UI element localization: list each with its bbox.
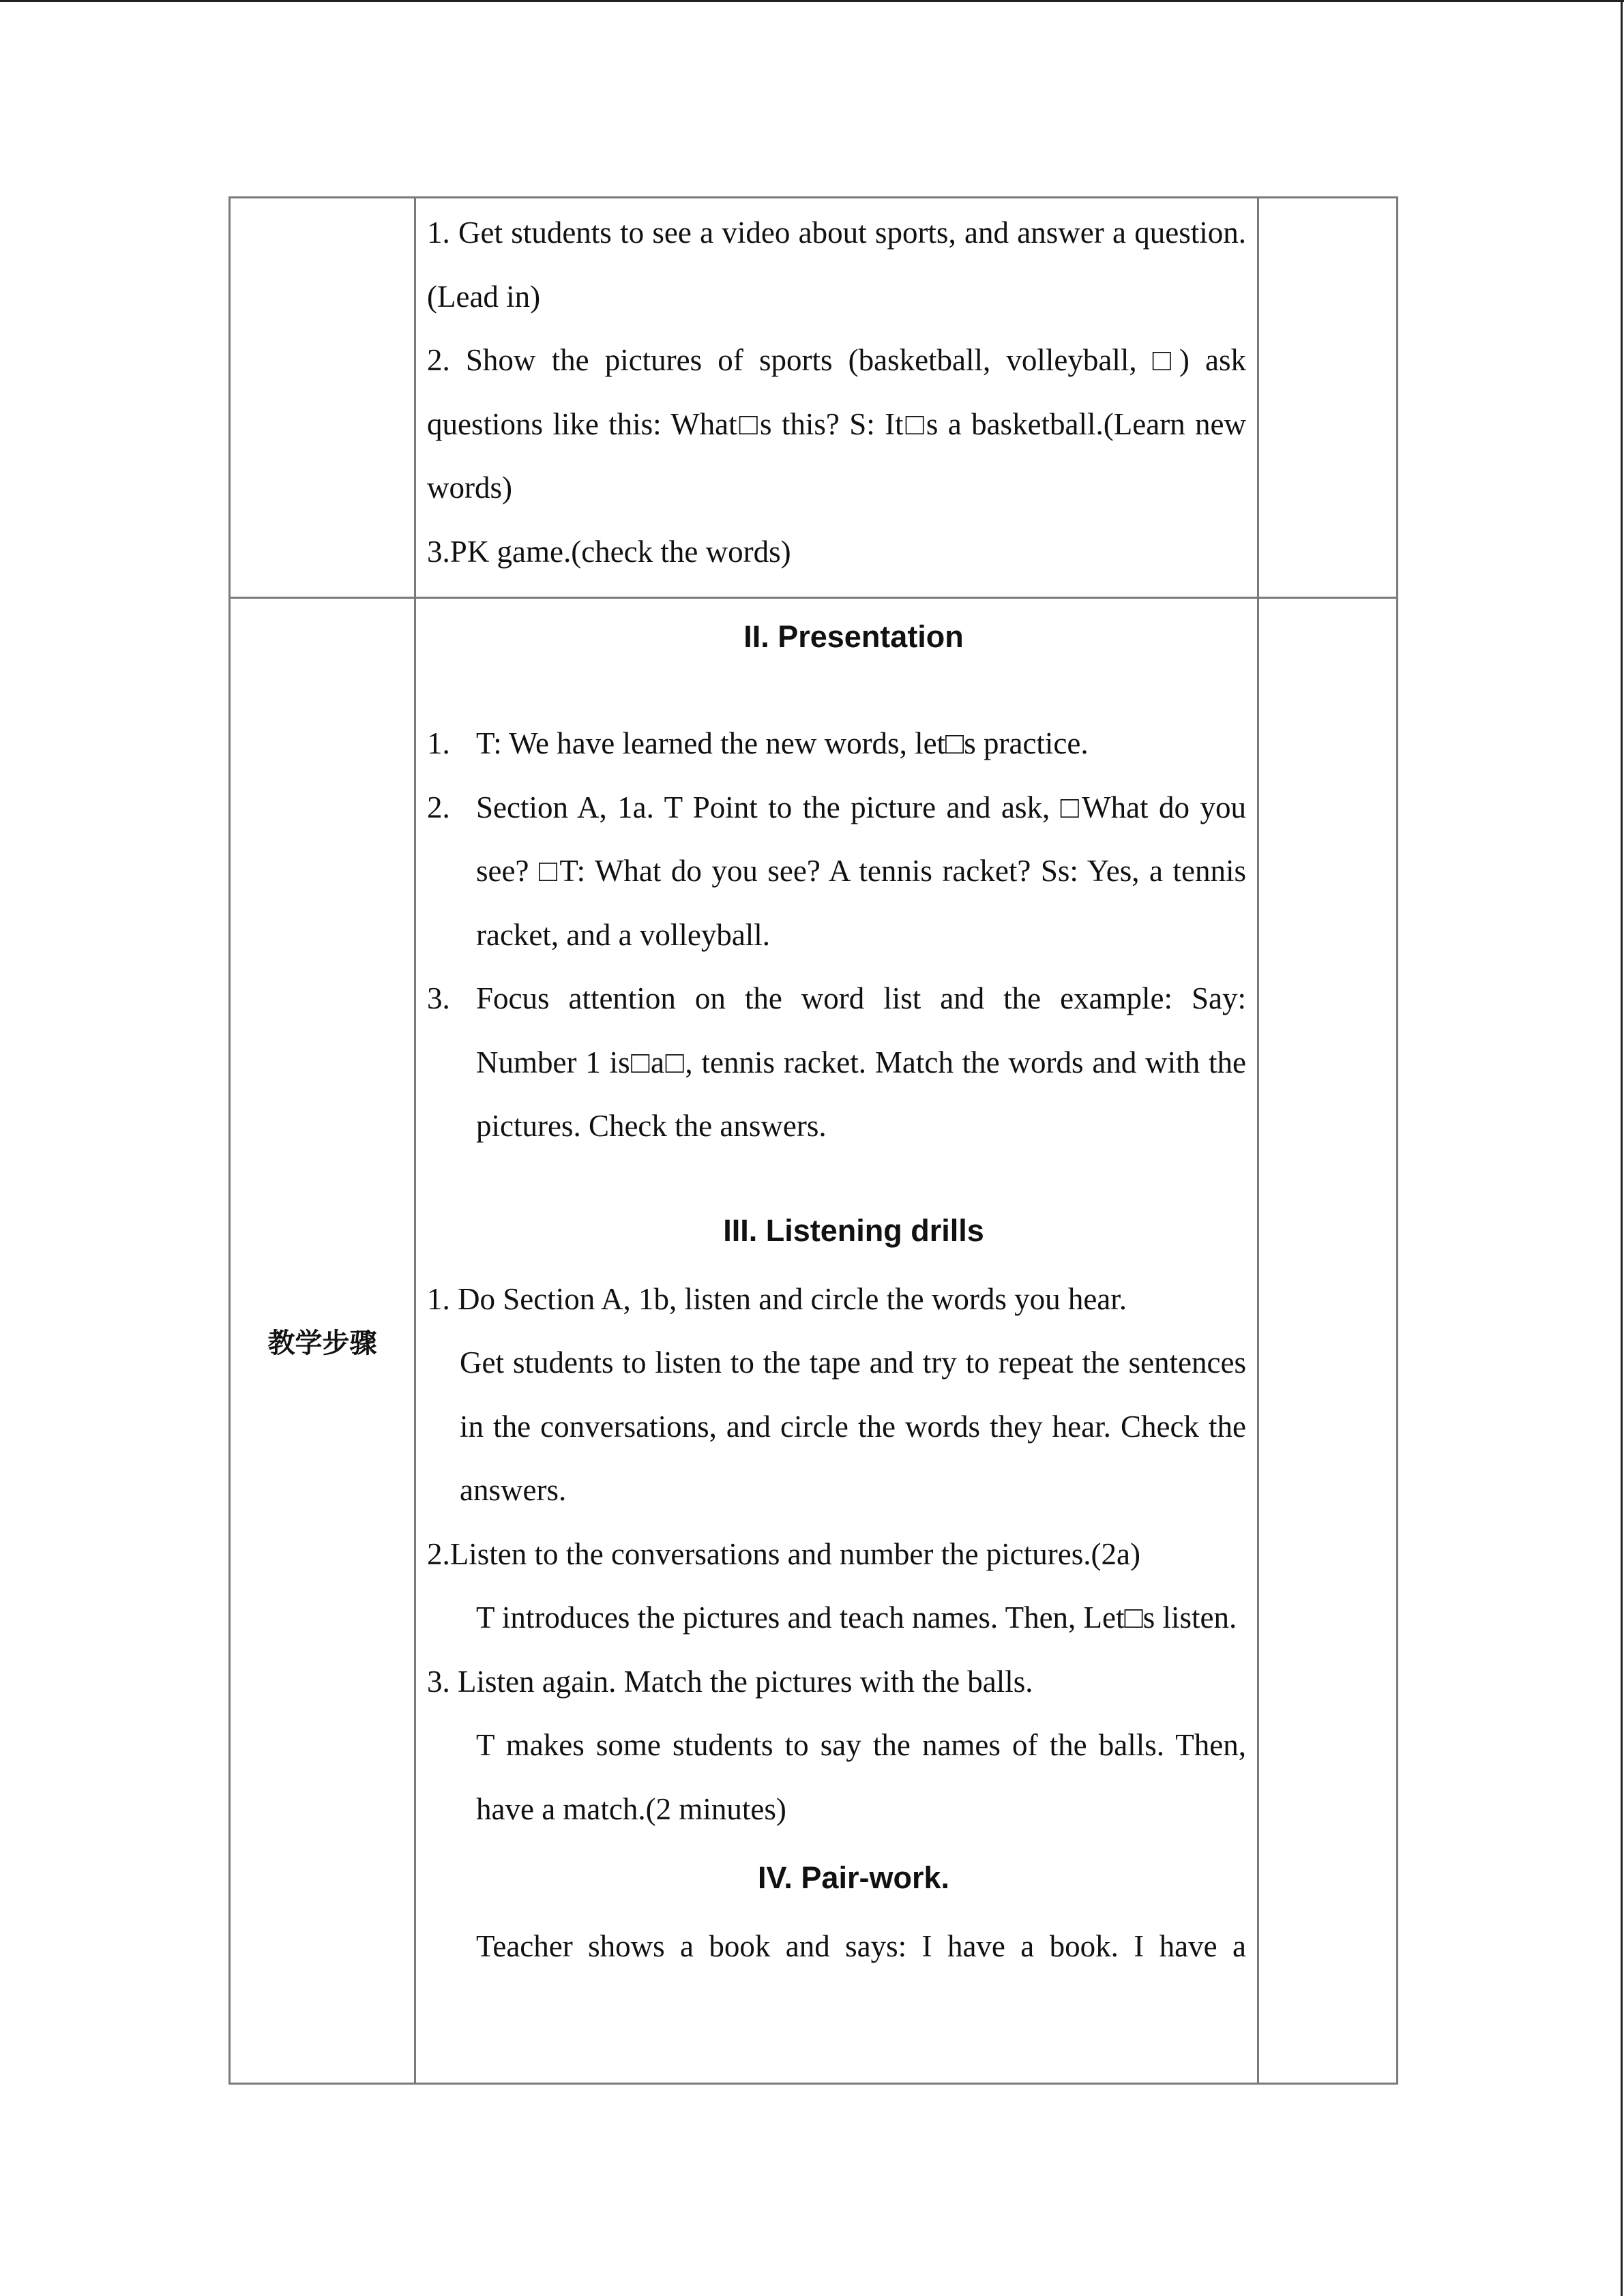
presentation-item-2: 2. Section A, 1a. T Point to the picture and ask, □What do you see? □T: What do you see? A tennis racket? Ss: Yes, a tennis racket, and a volleyball. — [427, 790, 1246, 952]
table-row-teaching-steps — [230, 598, 1398, 2084]
listening-step-1-detail: Get students to listen to the tape and try to repeat the sentences in the conversations, and circle the words they hear. Check the answers. — [460, 1345, 1246, 1507]
row1-notes-cell — [1258, 198, 1398, 598]
listening-step-3-detail: T makes some students to say the names of the balls. Then, have a match.(2 minutes) — [476, 1728, 1246, 1826]
row2-content-cell — [415, 598, 1258, 2084]
listening-heading: III. Listening drills — [723, 1212, 984, 1248]
teaching-steps-label: 教学步骤 — [230, 598, 415, 2084]
pairwork-heading: IV. Pair-work. — [758, 1860, 949, 1895]
listening-step-2: 2.Listen to the conversations and number the pictures.(2a) — [427, 1536, 1140, 1571]
listening-step-3: 3. Listen again. Match the pictures with the balls. — [427, 1664, 1033, 1699]
lesson-plan-table — [228, 196, 1398, 2085]
row1-content-cell — [415, 198, 1258, 598]
lead-in-item-1: 1. Get students to see a video about sports, and answer a question.(Lead in) — [427, 215, 1246, 314]
page-right-border — [1621, 0, 1623, 2296]
table-row-lead-in — [230, 198, 1398, 598]
presentation-item-1: 1. T: We have learned the new words, let□s practice. — [427, 726, 1089, 760]
lead-in-item-3: 3.PK game.(check the words) — [427, 534, 791, 569]
page-top-border — [0, 0, 1624, 2]
pairwork-text: Teacher shows a book and says: I have a book. I have a — [476, 1929, 1246, 1963]
listening-step-2-detail: T introduces the pictures and teach names. Then, Let□s listen. — [476, 1600, 1237, 1635]
presentation-heading: II. Presentation — [743, 619, 964, 654]
row2-notes-cell — [1258, 598, 1398, 2084]
lead-in-item-2: 2. Show the pictures of sports (basketball, volleyball, □) ask questions like this: What□s this? S: It□s a basketball.(Learn new words) — [427, 343, 1246, 505]
listening-step-1: 1. Do Section A, 1b, listen and circle the words you hear. — [427, 1281, 1127, 1316]
presentation-item-3: 3. Focus attention on the word list and the example: Say: Number 1 is□a□, tennis racket. Match the words and with the pictures. Check the answers. — [427, 981, 1246, 1143]
presentation-list — [427, 712, 1246, 1159]
row1-label-cell — [230, 198, 415, 598]
